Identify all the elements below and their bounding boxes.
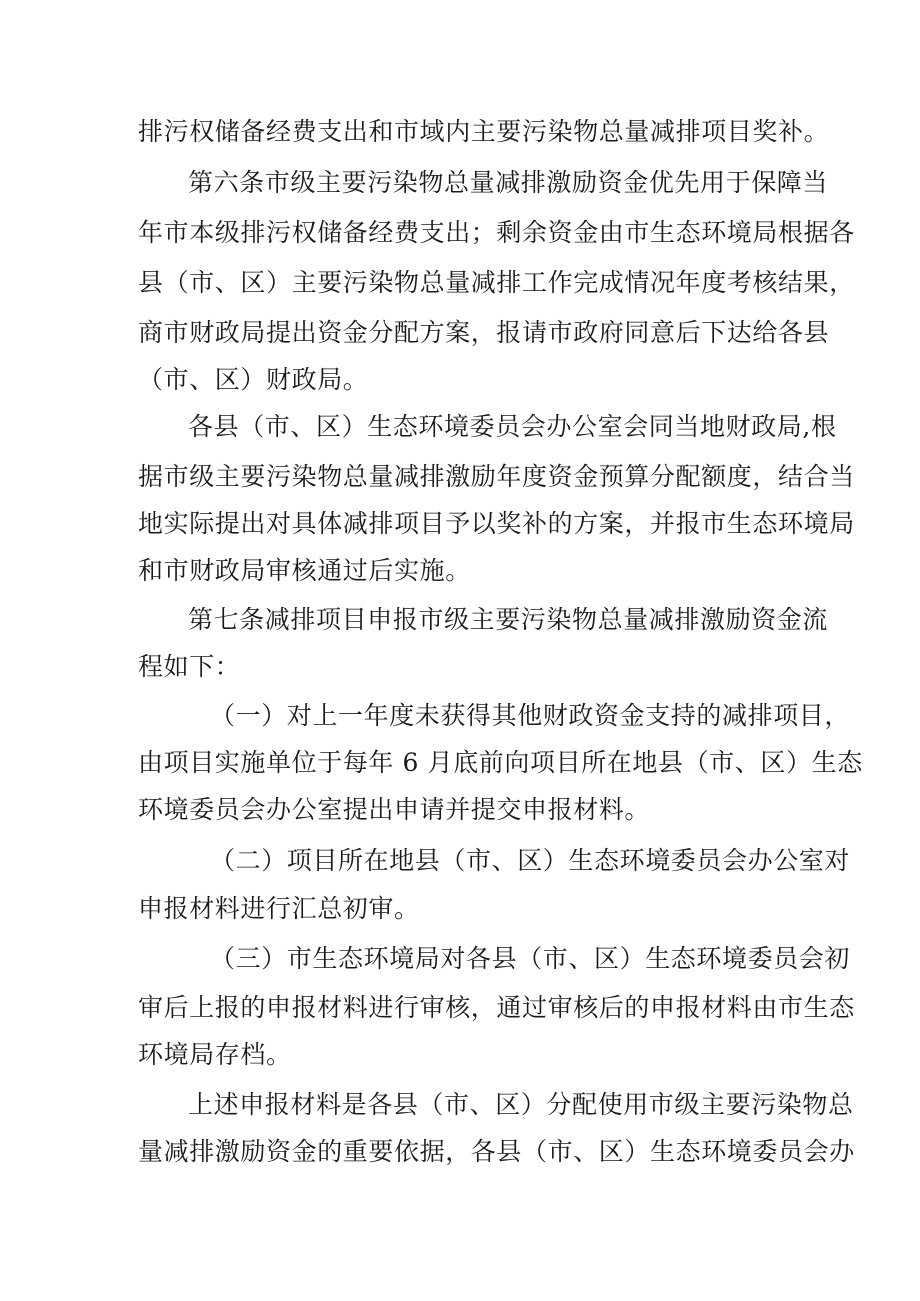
article-7-heading-line: 第七条减排项目申报市级主要污染物总量减排激励资金流 [188,605,829,634]
paragraph-line: 环境局存档。 [138,1040,292,1069]
paragraph-line: 据市级主要污染物总量减排激励年度资金预算分配额度，结合当 [138,462,855,491]
paragraph-line: 程如下： [138,652,241,681]
paragraph-line: 申报材料进行汇总初审。 [138,894,420,923]
paragraph-first-line: 上述申报材料是各县（市、区）分配使用市级主要污染物总 [188,1090,854,1119]
paragraph-line: 地实际提出对具体减排项目予以奖补的方案，并报市生态环境局 [138,509,855,538]
paragraph-line: 商市财政局提出资金分配方案，报请市政府同意后下达给各县 [138,318,830,347]
paragraph-line: 由项目实施单位于每年 6 月底前向项目所在地县（市、区）生态 [138,748,863,777]
article-6-heading-line: 第六条市级主要污染物总量减排激励资金优先用于保障当 [188,168,829,197]
paragraph-line: 县（市、区）主要污染物总量减排工作完成情况年度考核结果， [138,268,855,297]
paragraph-line: 排污权储备经费支出和市域内主要污染物总量减排项目奖补。 [138,117,830,146]
list-item-1-line: （一）对上一年度未获得其他财政资金支持的减排项目， [210,701,851,730]
paragraph-line: 审后上报的申报材料进行审核，通过审核后的申报材料由市生态 [138,993,855,1022]
list-item-3-line: （三）市生态环境局对各县（市、区）生态环境委员会初 [210,944,851,973]
paragraph-line: 年市本级排污权储备经费支出；剩余资金由市生态环境局根据各 [138,218,855,247]
paragraph-first-line: 各县（市、区）生态环境委员会办公室会同当地财政局,根 [188,412,837,441]
paragraph-line: 环境委员会办公室提出申请并提交申报材料。 [138,795,651,824]
paragraph-line: 量减排激励资金的重要依据，各县（市、区）生态环境委员会办 [138,1137,855,1166]
paragraph-line: 和市财政局审核通过后实施。 [138,556,471,585]
paragraph-line: （市、区）财政局。 [138,365,369,394]
list-item-2-line: （二）项目所在地县（市、区）生态环境委员会办公室对 [210,846,851,875]
